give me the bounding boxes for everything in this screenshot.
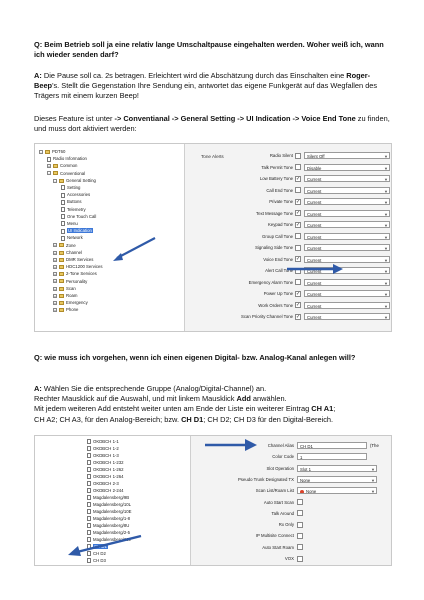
channel-setting-label: Slot Operation: [266, 465, 294, 471]
channel-tree-item[interactable]: [87, 501, 131, 508]
expand-icon[interactable]: +: [54, 265, 56, 270]
channel-setting-label: Scan List/Roam List: [255, 488, 294, 494]
feature-path: -> Conventianal -> General Setting -> UI Indication -> Voice End Tone: [114, 114, 356, 123]
tree-item-label: Emergency: [66, 300, 88, 306]
channel-setting-label: Color Code: [272, 454, 294, 460]
tone-setting-row: [185, 233, 391, 240]
channel-icon: [87, 453, 91, 458]
channel-tree-label: CH D1: [94, 544, 107, 549]
tone-setting-select[interactable]: [304, 244, 390, 251]
tone-setting-row: [185, 302, 391, 309]
channel-setting-label: Auto Start Roam: [262, 544, 294, 550]
tone-setting-value: Current: [307, 177, 322, 182]
channel-tree-label: OKDBCH 1-232: [93, 460, 124, 465]
folder-icon: [59, 294, 64, 298]
tone-setting-select[interactable]: [304, 210, 390, 217]
expand-icon[interactable]: +: [54, 286, 56, 291]
tone-setting-label: Signaling Side Tone: [255, 245, 293, 250]
tree-item[interactable]: [61, 213, 96, 220]
channel-setting-label: Rx Only: [278, 522, 294, 528]
tree-item[interactable]: [53, 292, 77, 299]
tree-item-label: Phone: [66, 307, 79, 313]
tone-setting-value: Current: [307, 234, 322, 240]
tone-setting-value: Current: [307, 257, 322, 263]
channel-tree-item[interactable]: [87, 459, 124, 466]
page-icon: [47, 157, 51, 162]
channel-setting-label: Channel Alias: [267, 443, 294, 448]
tree-item-label: Network: [67, 235, 83, 241]
channel-icon: [87, 502, 91, 507]
tone-setting-row: [185, 164, 391, 171]
feature-part2: zu finden, und muss dort aktiviert werden:: [34, 114, 390, 134]
channel-tree-item[interactable]: [87, 480, 119, 487]
tone-setting-select[interactable]: [304, 233, 390, 240]
tree-item-label: Personality: [66, 278, 88, 284]
tone-setting-select[interactable]: [304, 175, 390, 182]
answer-2-text2a: Rechter Mausklick auf die Auswahl, und mit linkem Mausklick: [34, 394, 237, 404]
folder-icon: [59, 243, 64, 247]
channel-setting-checkbox[interactable]: [297, 556, 303, 562]
channel-tree-item[interactable]: [87, 473, 124, 480]
tree-item[interactable]: [53, 242, 76, 249]
channel-setting-label: IP Multisite Connect: [255, 533, 294, 539]
channel-icon: [87, 446, 91, 451]
answer-2-text4c: ; CH D2; CH D3 für den Digital-Bereich.: [203, 414, 334, 424]
folder-icon: [59, 258, 64, 262]
tree-item-label: Common: [60, 163, 78, 169]
tone-setting-checkbox[interactable]: [295, 233, 301, 239]
channel-setting-checkbox[interactable]: [297, 533, 303, 539]
answer-2-add: Add: [236, 394, 251, 404]
tree-item[interactable]: [61, 220, 78, 227]
expand-icon[interactable]: +: [54, 308, 56, 313]
tone-alerts-form: [185, 144, 391, 331]
tone-setting-select[interactable]: [304, 187, 390, 194]
channel-tree-label: OKDBCH 1-264: [93, 474, 124, 479]
page-icon: [61, 214, 65, 219]
channel-setting-checkbox[interactable]: [297, 544, 303, 550]
chevron-down-icon: ▼: [384, 154, 388, 159]
chevron-down-icon: ▼: [384, 211, 388, 217]
channel-setting-row: [191, 487, 391, 494]
chevron-down-icon: ▼: [384, 303, 388, 309]
channel-tree-label: Magdalensberg/2-5: [93, 530, 131, 535]
channel-icon: [87, 523, 91, 528]
channel-icon: [87, 467, 91, 472]
tone-setting-label: Group Call Tone: [262, 233, 293, 239]
tone-setting-row: [185, 210, 391, 217]
answer-1: [34, 71, 394, 102]
tree-item[interactable]: [53, 256, 93, 263]
tree-item[interactable]: [61, 191, 90, 198]
arrow-icon: [285, 263, 345, 275]
answer-2-cha1: CH A1: [311, 404, 334, 414]
tone-setting-label: Voice End Tone: [263, 256, 293, 262]
folder-icon: [59, 279, 64, 283]
tone-setting-checkbox[interactable]: ✓: [296, 221, 301, 228]
tree-item[interactable]: [47, 155, 87, 162]
answer-2-text1: Wählen Sie die entsprechende Gruppe (Analog/Digital-Channel) an.: [41, 384, 267, 393]
chevron-down-icon: ▼: [384, 165, 388, 171]
expand-icon[interactable]: +: [54, 272, 56, 277]
arrow-icon: [107, 236, 157, 266]
folder-icon: [53, 171, 58, 175]
channel-tree-item[interactable]: [87, 522, 129, 529]
channel-tree-item[interactable]: [87, 508, 131, 515]
channel-icon: [87, 488, 91, 493]
collapse-icon[interactable]: -: [48, 171, 50, 176]
collapse-icon[interactable]: -: [54, 178, 56, 183]
tone-setting-select[interactable]: [304, 164, 390, 171]
chevron-down-icon: ▼: [384, 280, 388, 286]
channel-form: [191, 436, 391, 565]
channel-setting-label: Pseudo Trunk Designated TX: [237, 476, 294, 482]
tree-item-label: HDC1200 Services: [66, 264, 103, 270]
tone-setting-checkbox[interactable]: ✓: [296, 175, 301, 182]
channel-setting-checkbox[interactable]: [297, 510, 303, 516]
tree-item[interactable]: [47, 170, 85, 177]
chevron-down-icon: ▼: [384, 269, 388, 274]
channel-icon: [87, 439, 91, 444]
channel-tree-item[interactable]: [87, 452, 119, 459]
tone-setting-select[interactable]: [304, 279, 390, 286]
tone-setting-checkbox[interactable]: ✓: [296, 198, 301, 205]
channel-tree-label: OKDBCH 1-3: [93, 453, 119, 458]
tone-setting-label: Emergency Alarm Tone: [248, 279, 293, 285]
tree-item[interactable]: [61, 184, 80, 191]
channel-icon: [87, 474, 91, 479]
tone-setting-select[interactable]: [304, 198, 390, 205]
channel-tree-label: Magdalensberg/1-8: [93, 516, 131, 521]
tone-setting-row: [185, 152, 391, 159]
channel-tree-label: CH D2: [93, 551, 106, 556]
tree-item[interactable]: [53, 249, 82, 256]
tone-setting-value: Current: [307, 188, 322, 194]
tone-setting-checkbox[interactable]: ✓: [296, 313, 301, 320]
tone-setting-label: Text Message Tone: [256, 210, 293, 216]
channel-setting-value: 1: [300, 455, 303, 461]
answer-2-line1: [34, 384, 394, 394]
chevron-down-icon: ▼: [384, 257, 388, 263]
channel-tree-item[interactable]: [87, 445, 119, 452]
channel-tree-label: CH D3: [93, 558, 106, 563]
tone-setting-row: [185, 198, 391, 205]
tree-item[interactable]: [61, 198, 82, 205]
tone-setting-select[interactable]: [304, 302, 390, 309]
channel-tree-item[interactable]: [87, 466, 124, 473]
folder-icon: [59, 287, 64, 291]
tone-setting-select[interactable]: [304, 313, 390, 320]
channel-tree-label: OKDBCH 1-1: [93, 439, 119, 444]
answer-2-prefix: A:: [34, 384, 42, 393]
expand-icon[interactable]: +: [54, 301, 56, 306]
tone-alerts-header: Tone Alerts: [201, 154, 224, 159]
tree-item[interactable]: [39, 148, 65, 155]
tone-setting-checkbox[interactable]: [295, 245, 301, 251]
tone-setting-select[interactable]: [304, 290, 390, 297]
page-icon: [61, 221, 65, 226]
tree-item[interactable]: [61, 227, 93, 234]
page-icon: [61, 207, 65, 212]
tree-item-label: Buttons: [67, 199, 82, 205]
expand-icon[interactable]: +: [54, 279, 56, 284]
tone-setting-row: [185, 290, 391, 297]
channel-tree-label: OKDBCH 2-244: [93, 488, 124, 493]
channel-setting-checkbox[interactable]: [297, 522, 303, 528]
tone-setting-value: Current: [307, 280, 322, 286]
tone-setting-checkbox[interactable]: [295, 153, 301, 159]
chevron-down-icon: ▼: [384, 223, 388, 228]
tree-item[interactable]: [53, 299, 88, 306]
channel-tree-label: Magdalensberg/10L: [93, 502, 131, 507]
tree-item-label: Conventional: [60, 170, 86, 176]
tone-setting-checkbox[interactable]: [295, 187, 301, 193]
channel-setting-select[interactable]: [297, 465, 377, 472]
tone-setting-value: Current: [307, 200, 322, 205]
tone-setting-value: Silent Off: [307, 154, 325, 159]
page-icon: [61, 185, 65, 190]
chevron-down-icon: ▼: [384, 246, 388, 251]
page-icon: [61, 229, 65, 234]
expand-icon[interactable]: +: [54, 293, 56, 298]
collapse-icon[interactable]: -: [40, 149, 42, 154]
answer-2-text3c: ;: [333, 404, 336, 414]
tone-setting-checkbox[interactable]: ✓: [296, 210, 301, 216]
channel-setting-row: [191, 465, 391, 472]
tone-setting-row: [185, 187, 391, 194]
tree-item-label: Setting: [67, 185, 81, 190]
chevron-down-icon: ▼: [371, 477, 375, 483]
tone-setting-label: Scan Priority Channel Tone: [241, 314, 293, 319]
chevron-down-icon: ▼: [384, 292, 388, 297]
tree-item[interactable]: [53, 177, 96, 184]
expand-icon[interactable]: +: [48, 164, 50, 169]
tree-item-label: Zone: [66, 242, 76, 248]
expand-icon[interactable]: +: [54, 250, 56, 255]
chevron-down-icon: ▼: [384, 177, 388, 182]
tree-item[interactable]: [47, 162, 77, 169]
tree-item[interactable]: [61, 234, 83, 241]
channel-icon: [87, 460, 91, 465]
channel-tree-item[interactable]: [87, 487, 124, 494]
answer-1-prefix: A:: [34, 71, 42, 80]
folder-icon: [59, 265, 64, 269]
tree-item[interactable]: [61, 206, 86, 213]
chevron-down-icon: ▼: [384, 188, 388, 194]
tone-setting-checkbox[interactable]: ✓: [296, 290, 301, 297]
tone-setting-label: Power Up Tone: [263, 291, 293, 296]
answer-2-line2: [34, 394, 394, 404]
question-1: Q: Beim Betrieb soll ja eine relativ lange Umschaltpause eingehalten werden. Woher weiß ich, wann ich wieder senden darf?: [34, 40, 384, 60]
answer-1-part2: 's. Stellt die Gegenstation Ihre Sendung ein, antwortet das eigene Funkgerät auf das Wegfallen des Trägers mit einem kurzen Beep!: [34, 81, 378, 101]
channel-setting-row: [191, 544, 391, 551]
tone-setting-row: [185, 221, 391, 228]
page-icon: [61, 193, 65, 198]
channel-tree-item[interactable]: [87, 515, 130, 522]
channel-setting-row: [191, 532, 391, 539]
tree-item[interactable]: [53, 285, 76, 292]
answer-1-part1: Die Pause soll ca. 2s betragen. Erleichtert wird die Abschätzung durch das Einschalten eine: [41, 71, 347, 80]
answer-1-bold: Roger-Beep: [34, 71, 371, 91]
tone-setting-select[interactable]: [304, 221, 390, 228]
tree-item-label: DMR Services: [66, 257, 94, 262]
tree-item-label: Scan: [66, 285, 76, 291]
channel-icon: [87, 481, 91, 486]
channel-setting-checkbox[interactable]: [297, 499, 303, 505]
tone-setting-value: Current: [307, 303, 322, 309]
tone-setting-label: Low Battery Tone: [259, 176, 293, 181]
page-icon: [61, 236, 65, 241]
channel-setting-row: [191, 555, 391, 562]
tree-item-label: Radio Information: [53, 156, 87, 162]
tone-setting-value: Current: [307, 269, 322, 274]
tree-item-label: General Setting: [66, 177, 96, 183]
arrow-icon: [63, 532, 143, 560]
tree-item-label: UI Indication: [68, 228, 92, 234]
tone-setting-checkbox[interactable]: ✓: [296, 302, 301, 308]
folder-icon: [59, 251, 64, 255]
tone-setting-row: [185, 313, 391, 320]
answer-2-text4a: CH A2; CH A3, für den Analog-Bereich; bzw.: [34, 414, 182, 424]
page-icon: [61, 200, 65, 205]
tree-item-label: PDT60: [52, 149, 66, 154]
screenshot-ui-indication: [34, 143, 392, 332]
channel-setting-row: [191, 476, 391, 483]
arrow-icon: [203, 438, 259, 452]
chevron-down-icon: ▼: [371, 489, 375, 495]
tree-item-label: One Touch Call: [67, 213, 97, 219]
tree-item[interactable]: [53, 263, 103, 270]
channel-icon: [87, 516, 91, 521]
tone-setting-select[interactable]: [304, 152, 390, 159]
folder-icon: [59, 301, 64, 305]
channel-setting-row: [191, 510, 391, 517]
folder-icon: [53, 164, 58, 168]
answer-2-chd1: CH D1: [181, 414, 204, 424]
tone-setting-value: Current: [307, 211, 322, 217]
tone-setting-value: Current: [307, 315, 322, 320]
tone-setting-label: Keypad Tone: [267, 222, 293, 227]
channel-setting-label: VOX: [284, 556, 294, 561]
chevron-down-icon: ▼: [371, 466, 375, 472]
folder-icon: [59, 308, 64, 312]
tree-item-label: Accessories: [67, 192, 91, 198]
channel-tree-item[interactable]: [87, 494, 129, 501]
answer-2-text2c: anwählen.: [250, 394, 287, 404]
channel-setting-value: CH D1: [300, 444, 313, 449]
tree-item[interactable]: [53, 278, 87, 285]
tone-setting-label: Private Tone: [269, 199, 293, 204]
tone-setting-row: [185, 256, 391, 263]
channel-setting-label: Talk Around: [271, 510, 294, 516]
answer-2: [34, 384, 394, 425]
tree-item-label: Roam: [66, 293, 78, 298]
chevron-down-icon: ▼: [384, 234, 388, 240]
tone-setting-row: [185, 175, 391, 182]
tree-item-label: Telemetry: [67, 206, 86, 212]
tone-setting-label: Radio Silent: [269, 153, 293, 158]
tone-setting-label: Call End Tone: [266, 187, 293, 193]
chevron-down-icon: ▼: [384, 200, 388, 205]
answer-2-line4: [34, 415, 394, 425]
channel-setting-value: None: [300, 477, 311, 483]
tone-setting-checkbox[interactable]: ✓: [296, 256, 301, 262]
channel-tree-label: Magdalensberg/8U: [93, 523, 130, 528]
tone-setting-value: Current: [307, 246, 322, 251]
channel-alias-hint: (The: [370, 443, 379, 448]
tree-item-label: 2-Tone Services: [66, 271, 97, 277]
answer-2-text3a: Mit jedem weiteren Add entsteht weiter unten am Ende der Liste ein weiterer Eintrag: [34, 404, 312, 414]
feature-path-text: [34, 114, 394, 134]
channel-setting-input[interactable]: [297, 442, 367, 449]
expand-icon[interactable]: +: [54, 243, 56, 248]
chevron-down-icon: ▼: [384, 315, 388, 320]
tree-item[interactable]: [53, 270, 97, 277]
tree-item[interactable]: [53, 306, 78, 313]
channel-tree-label: Magdalensberg/9B: [93, 495, 130, 500]
channel-tree-label: OKDBCH 2-3: [93, 481, 119, 486]
tone-setting-label: Work Orders Tone: [258, 302, 293, 308]
tone-setting-value: Current: [307, 292, 322, 297]
channel-setting-value: Slot 1: [300, 466, 311, 472]
channel-setting-value: None: [306, 489, 317, 495]
scan-list-icon: [300, 490, 304, 494]
tone-setting-checkbox[interactable]: [295, 164, 301, 170]
folder-icon: [59, 179, 64, 183]
expand-icon[interactable]: +: [54, 257, 56, 262]
folder-icon: [45, 150, 50, 154]
channel-tree-label: Magdalensberg/10E: [93, 509, 132, 514]
channel-tree-label: OKDBCH 1-262: [93, 467, 124, 472]
tone-setting-row: [185, 279, 391, 286]
tone-setting-value: Current: [307, 223, 322, 228]
folder-icon: [59, 272, 64, 276]
question-2: Q: wie muss ich vorgehen, wenn ich einen eigenen Digital- bzw. Analog-Kanal anlegen will?: [34, 353, 356, 362]
channel-setting-input[interactable]: [297, 453, 367, 460]
channel-tree-label: OKDBCH 1-2: [93, 446, 119, 451]
feature-part1: Dieses Feature ist unter: [34, 114, 115, 123]
tone-setting-row: [185, 244, 391, 251]
channel-setting-select[interactable]: [297, 476, 377, 483]
tone-setting-select[interactable]: [304, 256, 390, 263]
answer-2-line3: [34, 404, 394, 414]
channel-setting-row: [191, 521, 391, 528]
channel-icon: [87, 509, 91, 514]
screenshot-channel-list: [34, 435, 392, 566]
tone-setting-value: Disable: [307, 165, 322, 171]
tree-item-label: Menu: [67, 221, 78, 226]
tone-setting-checkbox[interactable]: [295, 279, 301, 285]
tree-item-label: Channel: [66, 249, 83, 255]
channel-setting-select[interactable]: [297, 487, 377, 494]
channel-setting-row: [191, 453, 391, 460]
channel-setting-row: [191, 499, 391, 506]
channel-tree-label: Magdalensberg/20J: [93, 537, 131, 542]
channel-tree-item[interactable]: [87, 438, 119, 445]
channel-setting-label: Auto Start Scan: [263, 499, 294, 505]
tone-setting-label: Talk Permit Tone: [261, 164, 293, 170]
channel-icon: [87, 495, 91, 500]
tone-setting-label: Alert Call Tone: [265, 268, 293, 273]
